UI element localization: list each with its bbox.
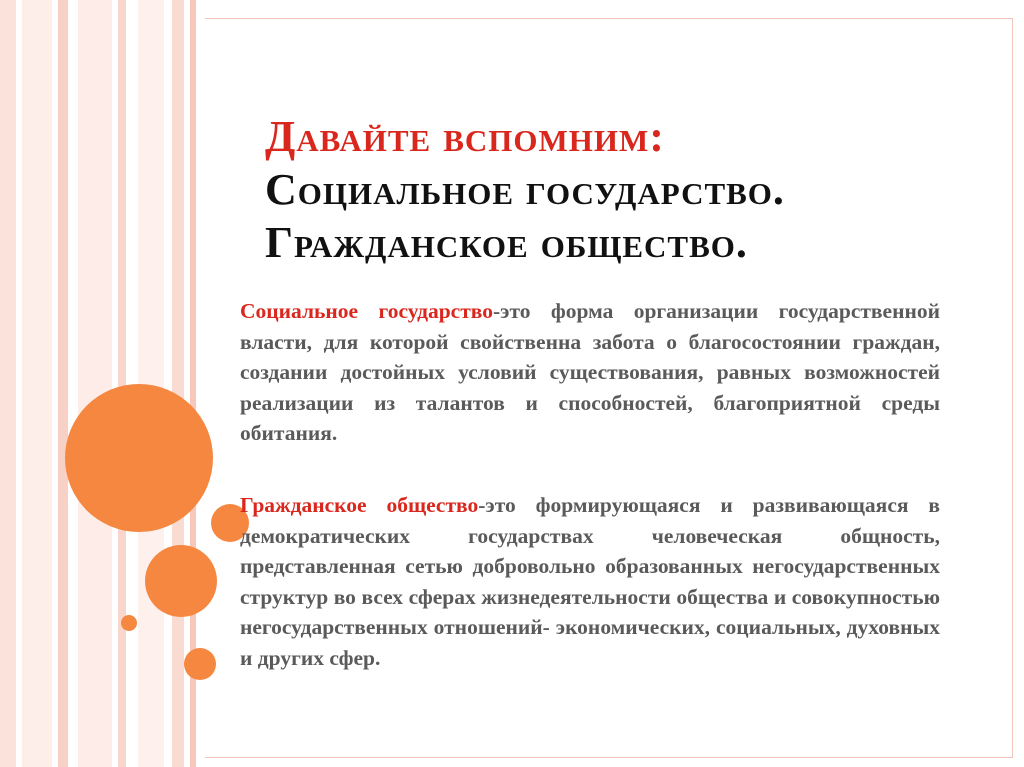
decor-circle-tiny — [121, 615, 137, 631]
decor-stripe — [118, 0, 126, 767]
title-line-2: Социальное государство. — [265, 165, 785, 214]
decor-stripe — [78, 0, 112, 767]
definition-social-state — [240, 296, 940, 449]
decor-stripe — [172, 0, 184, 767]
definition-text: -это форма организации государственной власти, для которой свойственна забота о благосостоянии граждан, создании достойных условий существования, равных возможностей реализации из талантов и способностей, благоприятной среды обитания. — [240, 299, 940, 445]
term-social-state: Социальное государство — [240, 299, 493, 323]
decor-circle-medium — [145, 545, 217, 617]
decor-stripe — [22, 0, 52, 767]
title-line-3: Гражданское общество. — [265, 218, 748, 267]
decor-circle-large — [65, 384, 213, 532]
definition-civil-society — [240, 490, 940, 673]
title-line-1: Давайте вспомним: — [265, 112, 665, 161]
decor-stripe — [0, 0, 16, 767]
slide-title — [265, 110, 985, 269]
definition-text: -это формирующаяся и развивающаяся в демократических государствах человеческая общность, представленная сетью добровольно образованных негосударственных структур во всех сферах жизнедеятельности общества и совокупностью негосударственных отношений- экономических, социальных, духовных и других сфер. — [240, 493, 940, 670]
decor-circle-small — [184, 648, 216, 680]
term-civil-society: Гражданское общество — [240, 493, 479, 517]
decor-stripe — [58, 0, 68, 767]
